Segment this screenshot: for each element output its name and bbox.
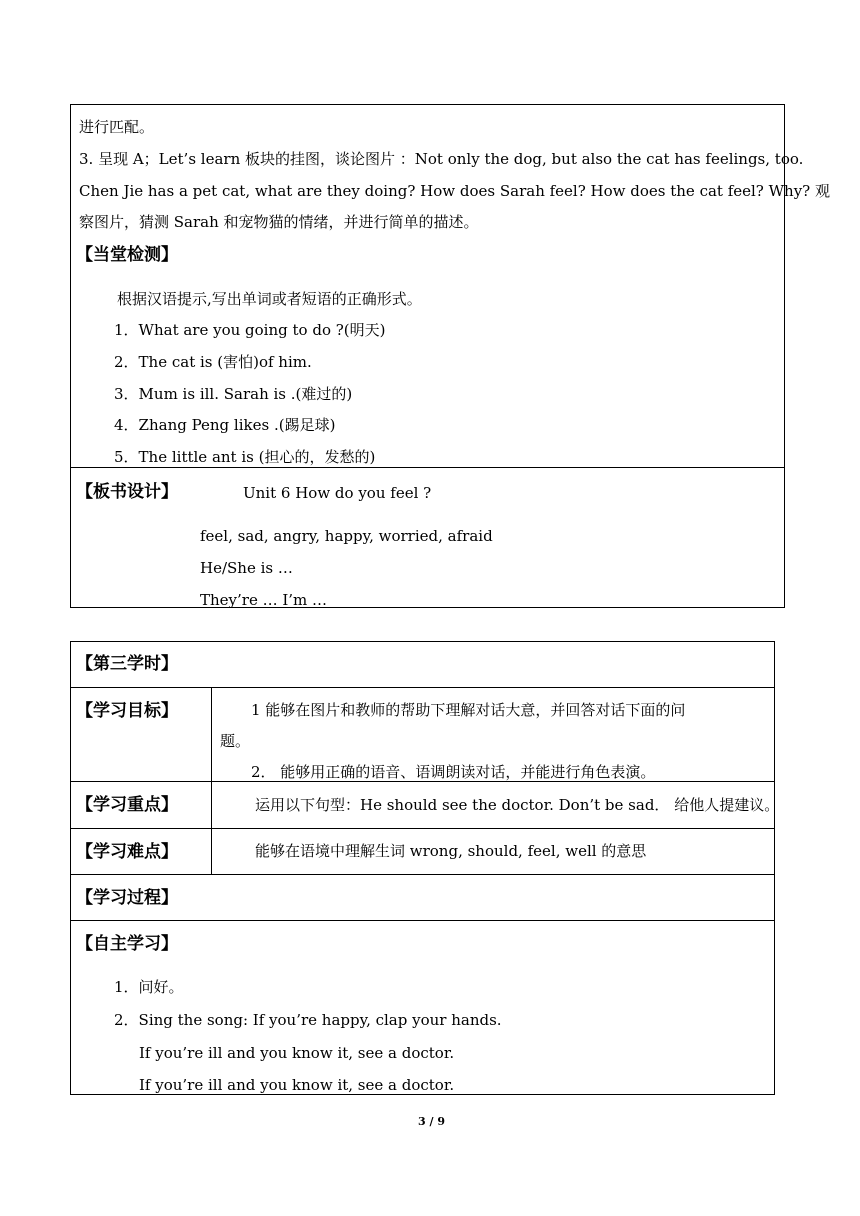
step3-line-1: 3. 呈现 A；Let’s learn 板块的挂图，谈论图片 ：Not only the dog, but also the cat has feelings, too. bbox=[79, 150, 804, 168]
step3-line-2: Chen Jie has a pet cat, what are they doing? How does Sarah feel? How does the cat feel? Why? 观 bbox=[79, 182, 830, 200]
difficulty-label: 【学习难点】 bbox=[76, 842, 178, 862]
self-line-1: 1．问好。 bbox=[114, 978, 184, 996]
board-line-3: They’re … I’m … bbox=[200, 591, 328, 609]
self-heading: 【自主学习】 bbox=[76, 934, 178, 954]
key-text: 运用以下句型：He should see the doctor. Don’t be sad． 给他人提建议。 bbox=[255, 796, 780, 814]
table1-divider bbox=[70, 467, 785, 468]
goals-line-3: 2． 能够用正确的语音、语调朗读对话，并能进行角色表演。 bbox=[251, 763, 656, 781]
check-instruction: 根据汉语提示,写出单词或者短语的正确形式。 bbox=[117, 290, 422, 308]
self-line-4: If you’re ill and you know it, see a doctor. bbox=[139, 1076, 455, 1094]
goals-line-2: 题。 bbox=[220, 732, 251, 750]
row-divider-3 bbox=[70, 828, 775, 829]
exercise-1: 1．What are you going to do ?(明天) bbox=[114, 321, 386, 339]
check-heading: 【当堂检测】 bbox=[76, 245, 178, 265]
period-heading: 【第三学时】 bbox=[76, 654, 178, 674]
column-divider bbox=[211, 687, 212, 874]
exercise-5: 5．The little ant is (担心的，发愁的) bbox=[114, 448, 376, 466]
page-number: 3 / 9 bbox=[418, 1115, 445, 1128]
self-line-2: 2．Sing the song: If you’re happy, clap your hands. bbox=[114, 1011, 502, 1029]
exercise-4: 4．Zhang Peng likes .(踢足球) bbox=[114, 416, 336, 434]
process-heading: 【学习过程】 bbox=[76, 888, 178, 908]
goals-line-1: 1 能够在图片和教师的帮助下理解对话大意，并回答对话下面的问 bbox=[251, 701, 686, 719]
row-divider-5 bbox=[70, 920, 775, 921]
self-line-3: If you’re ill and you know it, see a doctor. bbox=[139, 1044, 455, 1062]
board-line-2: He/She is … bbox=[200, 559, 293, 577]
step3-line-3: 察图片，猜测 Sarah 和宠物猫的情绪，并进行简单的描述。 bbox=[79, 213, 479, 231]
row-divider-1 bbox=[70, 687, 775, 688]
key-label: 【学习重点】 bbox=[76, 795, 178, 815]
intro-line: 进行匹配。 bbox=[79, 118, 155, 136]
board-heading: 【板书设计】 bbox=[76, 482, 178, 502]
difficulty-text: 能够在语境中理解生词 wrong, should, feel, well 的意思 bbox=[255, 842, 647, 860]
exercise-2: 2．The cat is (害怕)of him. bbox=[114, 353, 312, 371]
board-line-1: feel, sad, angry, happy, worried, afraid bbox=[200, 527, 493, 545]
exercise-3: 3．Mum is ill. Sarah is .(难过的) bbox=[114, 385, 353, 403]
goals-label: 【学习目标】 bbox=[76, 701, 178, 721]
row-divider-4 bbox=[70, 874, 775, 875]
board-title: Unit 6 How do you feel ? bbox=[243, 484, 432, 502]
